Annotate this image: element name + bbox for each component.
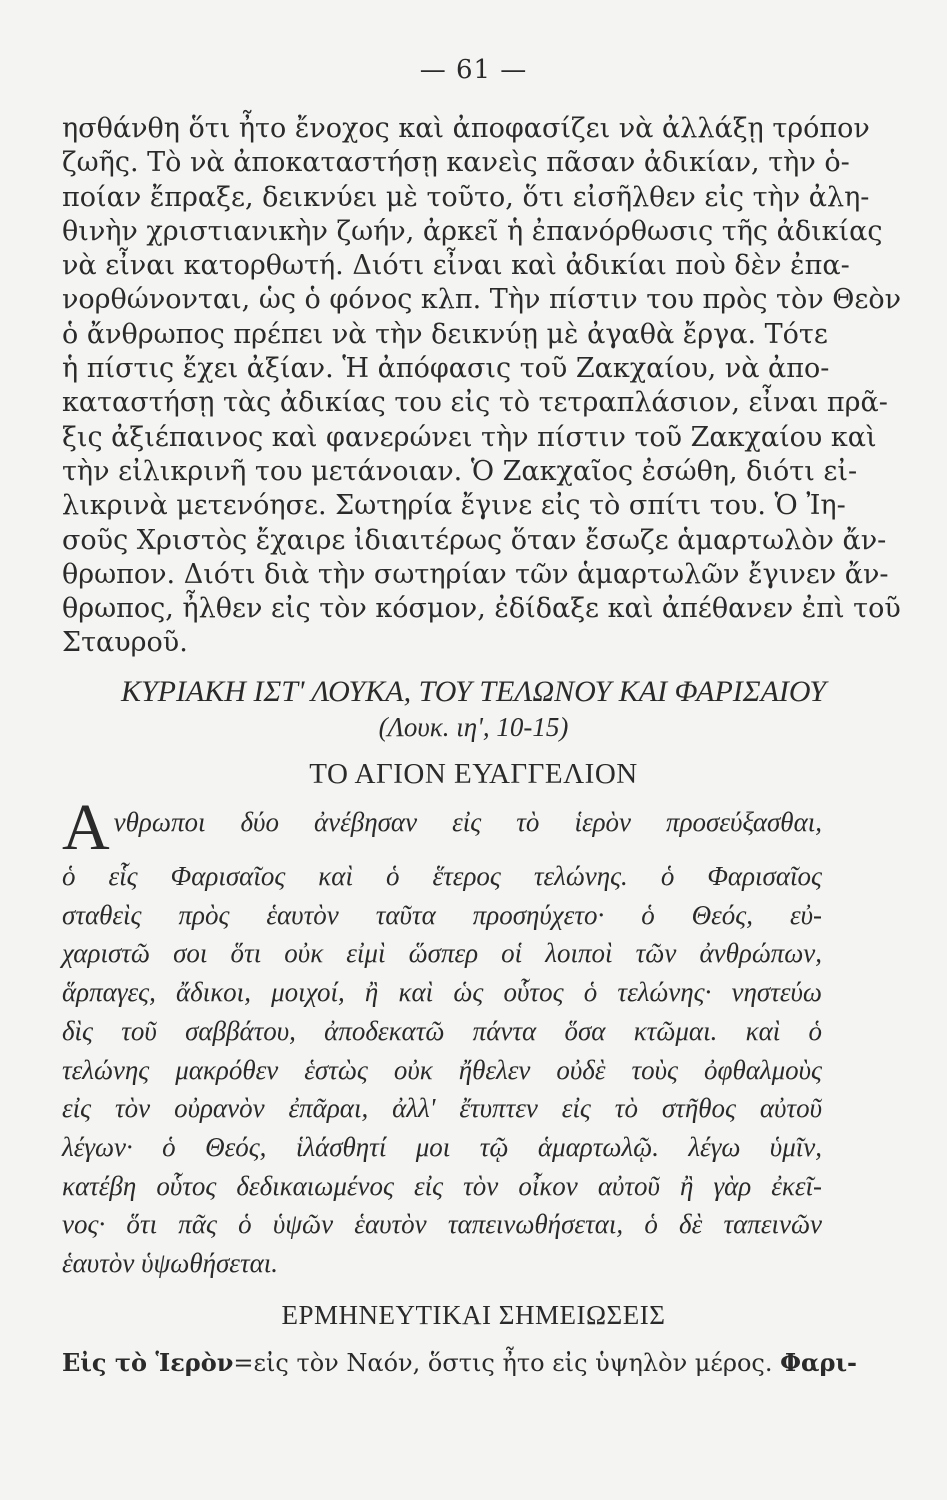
sunday-heading: ΚΥΡΙΑΚΗ ΙΣΤ' ΛΟΥΚΑ, ΤΟΥ ΤΕΛΩΝΟΥ ΚΑΙ ΦΑΡΙΣΑΙΟΥ <box>120 675 827 708</box>
text-line: σοῦς Χριστὸς ἔχαιρε ἰδιαιτέρως ὅταν ἔσωζε ἁμαρτωλὸν ἄν- <box>62 524 887 556</box>
gospel-heading: ΤΟ ΑΓΙΟΝ ΕΥΑΓΓΕΛΙΟΝ <box>309 758 638 790</box>
notes-definition: =εἰς τὸν Ναόν, ὅστις ἦτο εἰς ὑψηλὸν μέρος. <box>233 1349 773 1377</box>
text-line: λέγων· ὁ Θεός, ἱλάσθητί μοι τῷ ἁμαρτωλῷ. λέγω ὑμῖν, <box>62 1131 822 1162</box>
notes-line <box>62 1346 858 1380</box>
text-line: ησθάνθη ὅτι ἦτο ἔνοχος καὶ ἀποφασίζει νὰ ἀλλάξῃ τρόπον <box>62 113 870 144</box>
text-line: Σταυροῦ. <box>62 627 188 659</box>
text-line: ὁ ἄνθρωπος πρέπει νὰ τὴν δεικνύῃ μὲ ἀγαθὰ ἔργα. Τότε <box>62 318 828 350</box>
text-line: εἰς τὸν οὐρανὸν ἐπᾶραι, ἀλλ' ἔτυπτεν εἰς τὸ στῆθος αὐτοῦ <box>62 1093 822 1124</box>
text-line: ξις ἀξιέπαινος καὶ φανερώνει τὴν πίστιν τοῦ Ζακχαίου καὶ <box>62 421 877 453</box>
gospel-paragraph <box>62 791 822 1283</box>
text-line: ζωῆς. Τὸ νὰ ἀποκαταστήσῃ κανεὶς πᾶσαν ἀδικίαν, τὴν ὁ- <box>62 147 850 179</box>
text-line: χαριστῶ σοι ὅτι οὐκ εἰμὶ ὥσπερ οἱ λοιποὶ τῶν ἀνθρώπων, <box>62 938 822 969</box>
text-line: νὰ εἶναι κατορθωτή. Διότι εἶναι καὶ ἀδικίαι ποὺ δὲν ἐπα- <box>62 250 850 282</box>
text-line: ἑαυτὸν ὑψωθήσεται. <box>62 1248 279 1279</box>
text-line: νος· ὅτι πᾶς ὁ ὑψῶν ἑαυτὸν ταπεινωθήσεται, ὁ δὲ ταπεινῶν <box>62 1209 822 1240</box>
text-line: θινὴν χριστιανικὴν ζωήν, ἀρκεῖ ἡ ἐπανόρθωσις τῆς ἀδικίας <box>62 215 883 247</box>
text-line: λικρινὰ μετενόησε. Σωτηρία ἔγινε εἰς τὸ σπίτι του. Ὁ Ἰη- <box>62 490 846 522</box>
text-line: κατέβη οὗτος δεδικαιωμένος εἰς τὸν οἶκον αὐτοῦ ἢ γὰρ ἐκεῖ- <box>62 1170 822 1201</box>
text-line: σταθεὶς πρὸς ἑαυτὸν ταῦτα προσηύχετο· ὁ Θεός, εὐ- <box>62 899 822 930</box>
text-line: ποίαν ἔπραξε, δεικνύει μὲ τοῦτο, ὅτι εἰσῆλθεν εἰς τὴν ἀλη- <box>62 181 870 213</box>
paragraph-top <box>62 112 902 661</box>
text-line: νορθώνονται, ὡς ὁ φόνος κλπ. Τὴν πίστιν του πρὸς τὸν Θεὸν <box>62 284 902 316</box>
text-line: ἡ πίστις ἔχει ἀξίαν. Ἡ ἀπόφασις τοῦ Ζακχαίου, νὰ ἀπο- <box>62 353 830 385</box>
drop-cap: Α <box>62 791 110 864</box>
text-line: τὴν εἰλικρινῆ του μετάνοιαν. Ὁ Ζακχαῖος ἐσώθη, διότι εἰ- <box>62 455 858 487</box>
text-line: θρωπον. Διότι διὰ τὴν σωτηρίαν τῶν ἁμαρτωλῶν ἔγινεν ἄν- <box>62 558 889 590</box>
text-line: νθρωποι δύο ἀνέβησαν εἰς τὸ ἱερὸν προσεύξασθαι, <box>113 807 822 837</box>
scripture-reference: (Λουκ. ιη', 10-15) <box>378 712 569 742</box>
notes-term: Εἰς τὸ Ἱερὸν <box>62 1348 234 1377</box>
notes-heading: ΕΡΜΗΝΕΥΤΙΚΑΙ ΣΗΜΕΙΩΣΕΙΣ <box>281 1300 666 1330</box>
text-line: θρωπος, ἦλθεν εἰς τὸν κόσμον, ἐδίδαξε καὶ ἀπέθανεν ἐπὶ τοῦ <box>62 593 901 625</box>
notes-paragraph <box>62 1346 858 1380</box>
notes-next-term: Φαρι- <box>780 1348 858 1377</box>
text-line: ὁ εἷς Φαρισαῖος καὶ ὁ ἕτερος τελώνης. ὁ Φαρισαῖος <box>62 861 822 891</box>
text-line: ἅρπαγες, ἄδικοι, μοιχοί, ἢ καὶ ὡς οὗτος ὁ τελώνης· νηστεύω <box>62 977 822 1008</box>
text-line: τελώνης μακρόθεν ἑστὼς οὐκ ἤθελεν οὐδὲ τοὺς ὀφθαλμοὺς <box>62 1054 822 1085</box>
text-line: δὶς τοῦ σαββάτου, ἀποδεκατῶ πάντα ὅσα κτῶμαι. καὶ ὁ <box>62 1015 822 1046</box>
page-number: — 61 — <box>419 55 528 85</box>
text-line: καταστήσῃ τὰς ἀδικίας του εἰς τὸ τετραπλάσιον, εἶναι πρᾶ- <box>62 387 888 419</box>
